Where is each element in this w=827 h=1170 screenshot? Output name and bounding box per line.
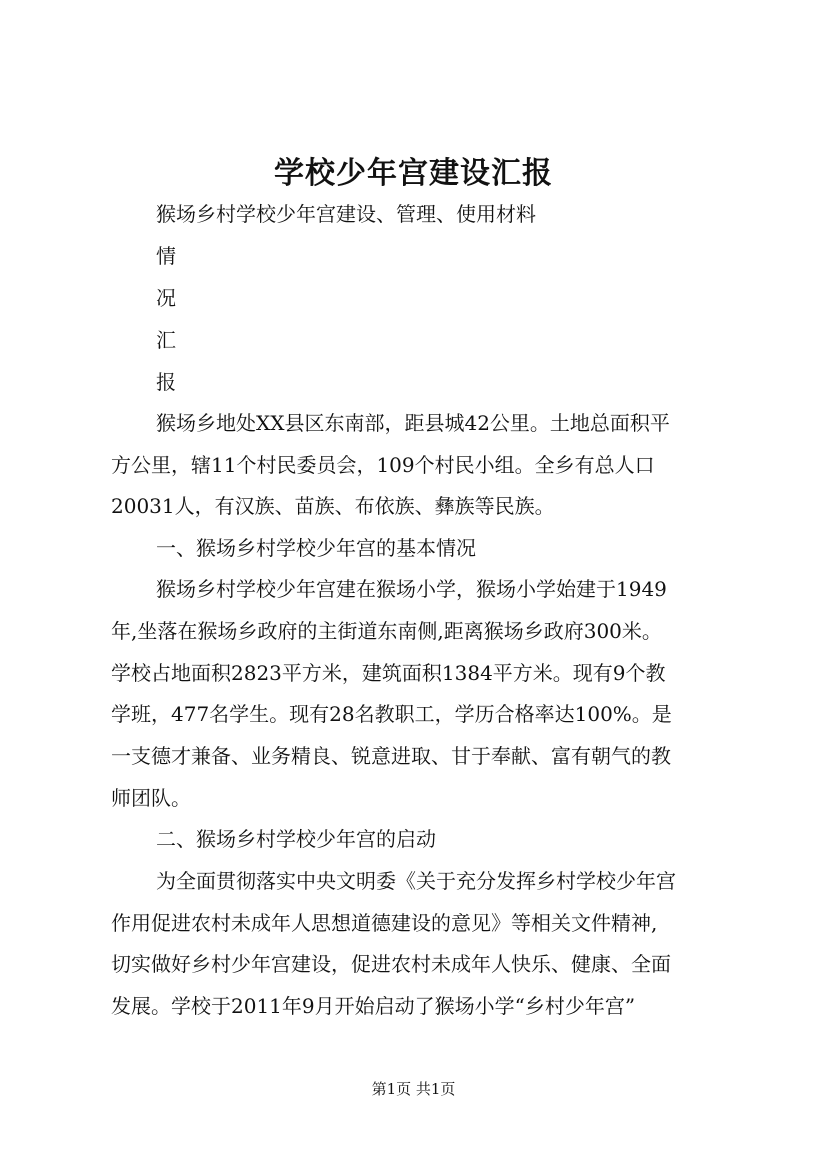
page-number: 第1页 共1页 xyxy=(371,1080,456,1098)
paragraph-line: 切实做好乡村少年宫建设，促进农村未成年人快乐、健康、全面 xyxy=(111,952,671,976)
paragraph-line: 为全面贯彻落实中央文明委《关于充分发挥乡村学校少年宫 xyxy=(156,869,676,893)
vertical-word: 情 xyxy=(156,244,176,268)
paragraph-line: 发展。学校于2011年9月开始启动了猴场小学“乡村少年宫” xyxy=(111,994,636,1018)
paragraph-line: 猴场乡地处XX县区东南部，距县城42公里。土地总面积平 xyxy=(156,411,670,435)
paragraph-line: 一支德才兼备、业务精良、锐意进取、甘于奉献、富有朝气的教 xyxy=(111,744,671,768)
paragraph-line: 年,坐落在猴场乡政府的主街道东南侧,距离猴场乡政府300米。 xyxy=(111,619,662,643)
paragraph-line: 作用促进农村未成年人思想道德建设的意见》等相关文件精神, xyxy=(111,911,658,935)
document-title: 学校少年宫建设汇报 xyxy=(274,156,553,191)
vertical-word: 汇 xyxy=(156,328,176,352)
paragraph-line: 方公里，辖11个村民委员会，109个村民小组。全乡有总人口 xyxy=(111,453,655,477)
paragraph-line: 猴场乡村学校少年宫建在猴场小学，猴场小学始建于1949 xyxy=(156,577,667,601)
paragraph-line: 师团队。 xyxy=(111,786,191,810)
paragraph-line: 20031人，有汉族、苗族、布依族、彝族等民族。 xyxy=(111,494,555,518)
document-subtitle: 猴场乡村学校少年宫建设、管理、使用材料 xyxy=(156,202,536,226)
section-heading: 一、猴场乡村学校少年宫的基本情况 xyxy=(156,536,476,560)
paragraph-line: 学校占地面积2823平方米，建筑面积1384平方米。现有9个教 xyxy=(111,661,666,685)
paragraph-line: 学班，477名学生。现有28名教职工，学历合格率达100%。是 xyxy=(111,702,672,726)
vertical-word: 报 xyxy=(156,370,176,394)
vertical-word: 况 xyxy=(156,286,176,310)
section-heading: 二、猴场乡村学校少年宫的启动 xyxy=(156,827,436,851)
